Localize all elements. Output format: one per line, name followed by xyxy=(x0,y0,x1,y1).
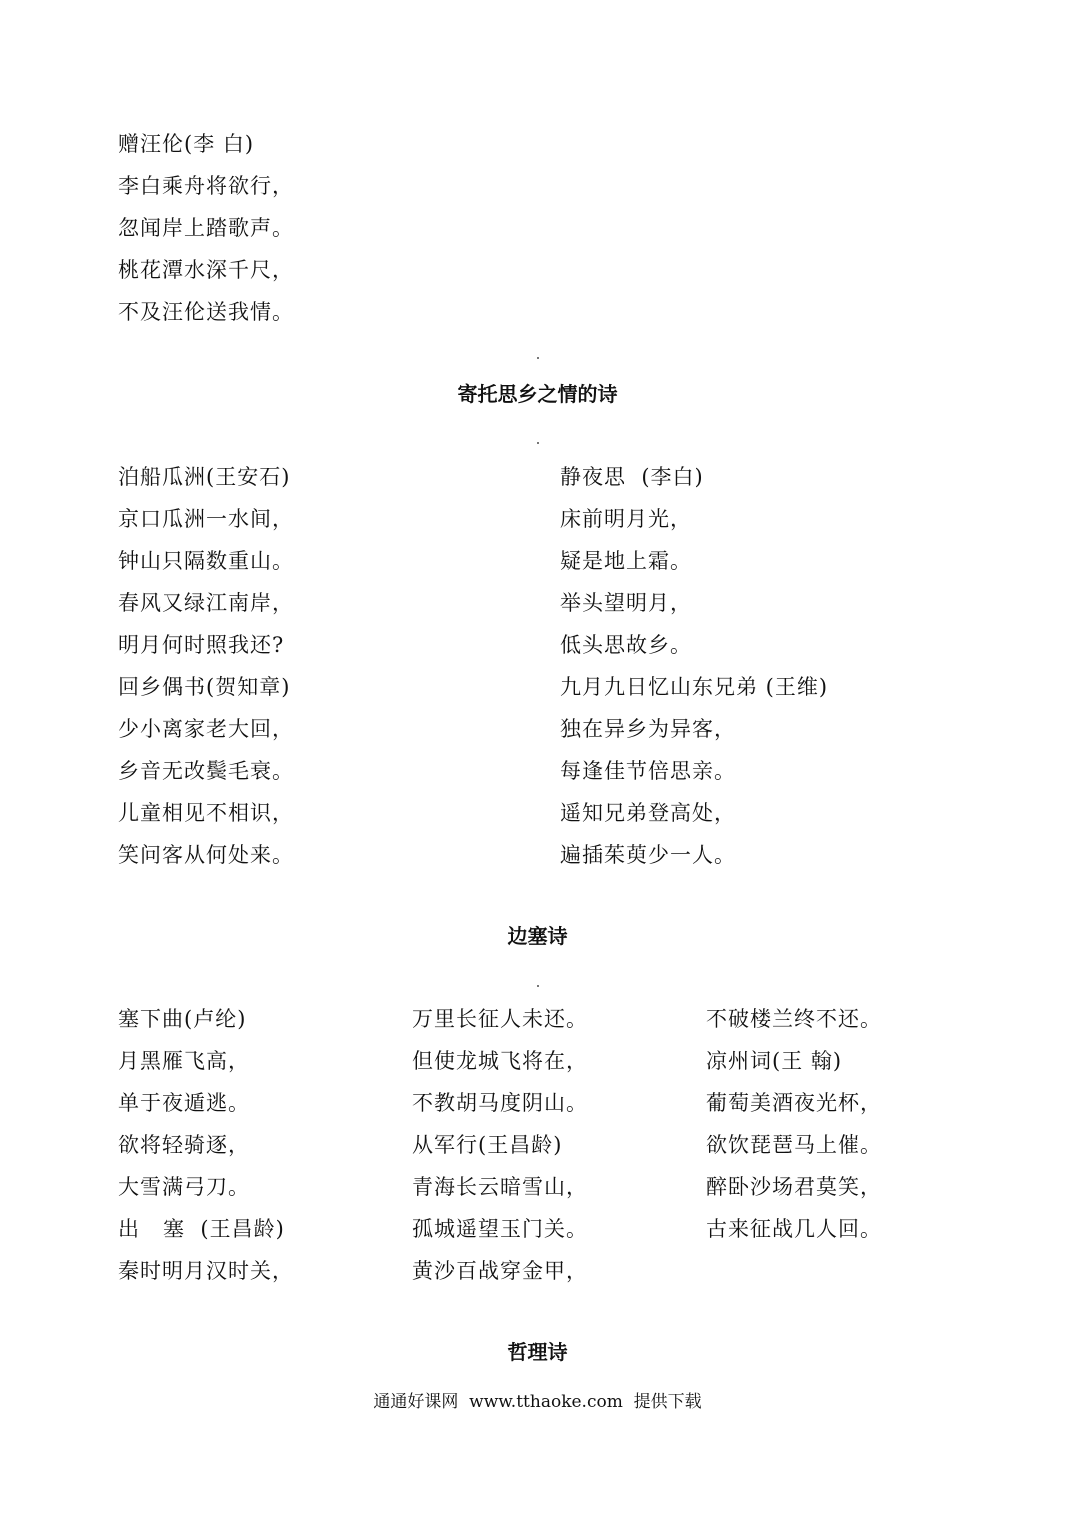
scan-dot xyxy=(537,985,539,987)
section-heading-philosophy: 哲理诗 xyxy=(507,1340,568,1364)
section-heading-frontier: 边塞诗 xyxy=(507,924,568,948)
scan-dot xyxy=(537,442,539,444)
poem-line: 葡萄美酒夜光杯， xyxy=(706,1091,882,1115)
footer-credit: 通通好课网 www.tthaoke.com 提供下载 xyxy=(373,1392,702,1412)
poem-line: 遍插茱萸少一人。 xyxy=(560,843,736,867)
poem-line: 乡音无改鬓毛衰。 xyxy=(118,759,294,783)
poem-title: 赠汪伦(李 白) xyxy=(118,132,255,156)
poem-title: 泊船瓜洲(王安石) xyxy=(118,465,291,489)
poem-title: 塞下曲(卢纶) xyxy=(118,1007,247,1031)
poem-title: 从军行(王昌龄) xyxy=(412,1133,563,1157)
homesick-left-column xyxy=(118,456,294,876)
poem-line: 醉卧沙场君莫笑， xyxy=(706,1175,882,1199)
poem-line: 钟山只隔数重山。 xyxy=(118,549,294,573)
poem-line: 不及汪伦送我情。 xyxy=(118,300,294,324)
poem-line: 古来征战几人回。 xyxy=(706,1217,882,1241)
frontier-column-3 xyxy=(706,998,882,1250)
poem-line: 不破楼兰终不还。 xyxy=(706,1007,882,1031)
frontier-column-1 xyxy=(118,998,294,1292)
poem-line: 疑是地上霜。 xyxy=(560,549,692,573)
poem-line: 李白乘舟将欲行， xyxy=(118,174,294,198)
poem-line: 青海长云暗雪山， xyxy=(412,1175,588,1199)
poem-line: 儿童相见不相识， xyxy=(118,801,294,825)
homesick-right-column xyxy=(560,456,828,876)
poem-line: 欲将轻骑逐， xyxy=(118,1133,250,1157)
section-heading-homesick: 寄托思乡之情的诗 xyxy=(457,382,618,406)
poem-line: 秦时明月汉时关， xyxy=(118,1259,294,1283)
poem-line: 忽闻岸上踏歌声。 xyxy=(118,216,294,240)
poem-line: 欲饮琵琶马上催。 xyxy=(706,1133,882,1157)
poem-line: 举头望明月， xyxy=(560,591,692,615)
poem-line: 单于夜遁逃。 xyxy=(118,1091,250,1115)
poem-line: 万里长征人未还。 xyxy=(412,1007,588,1031)
poem-line: 大雪满弓刀。 xyxy=(118,1175,250,1199)
poem-line: 床前明月光， xyxy=(560,507,692,531)
poem-title: 出 塞 (王昌龄) xyxy=(118,1217,285,1241)
intro-poem xyxy=(118,123,294,333)
poem-line: 月黑雁飞高， xyxy=(118,1049,250,1073)
poem-title: 静夜思 (李白) xyxy=(560,465,704,489)
poem-line: 独在异乡为异客， xyxy=(560,717,736,741)
poem-title: 九月九日忆山东兄弟 (王维) xyxy=(560,675,829,699)
poem-line: 明月何时照我还? xyxy=(118,633,285,657)
poem-title: 回乡偶书(贺知章) xyxy=(118,675,291,699)
poem-line: 不教胡马度阴山。 xyxy=(412,1091,588,1115)
poem-line: 低头思故乡。 xyxy=(560,633,692,657)
scan-dot xyxy=(537,357,539,359)
poem-line: 孤城遥望玉门关。 xyxy=(412,1217,588,1241)
poem-line: 但使龙城飞将在， xyxy=(412,1049,588,1073)
poem-line: 京口瓜洲一水间， xyxy=(118,507,294,531)
frontier-column-2 xyxy=(412,998,588,1292)
poem-title: 凉州词(王 翰) xyxy=(706,1049,843,1073)
poem-line: 春风又绿江南岸， xyxy=(118,591,294,615)
poem-line: 遥知兄弟登高处， xyxy=(560,801,736,825)
poem-line: 每逢佳节倍思亲。 xyxy=(560,759,736,783)
poem-line: 桃花潭水深千尺， xyxy=(118,258,294,282)
poem-line: 黄沙百战穿金甲， xyxy=(412,1259,588,1283)
poem-line: 笑问客从何处来。 xyxy=(118,843,294,867)
poem-line: 少小离家老大回， xyxy=(118,717,294,741)
